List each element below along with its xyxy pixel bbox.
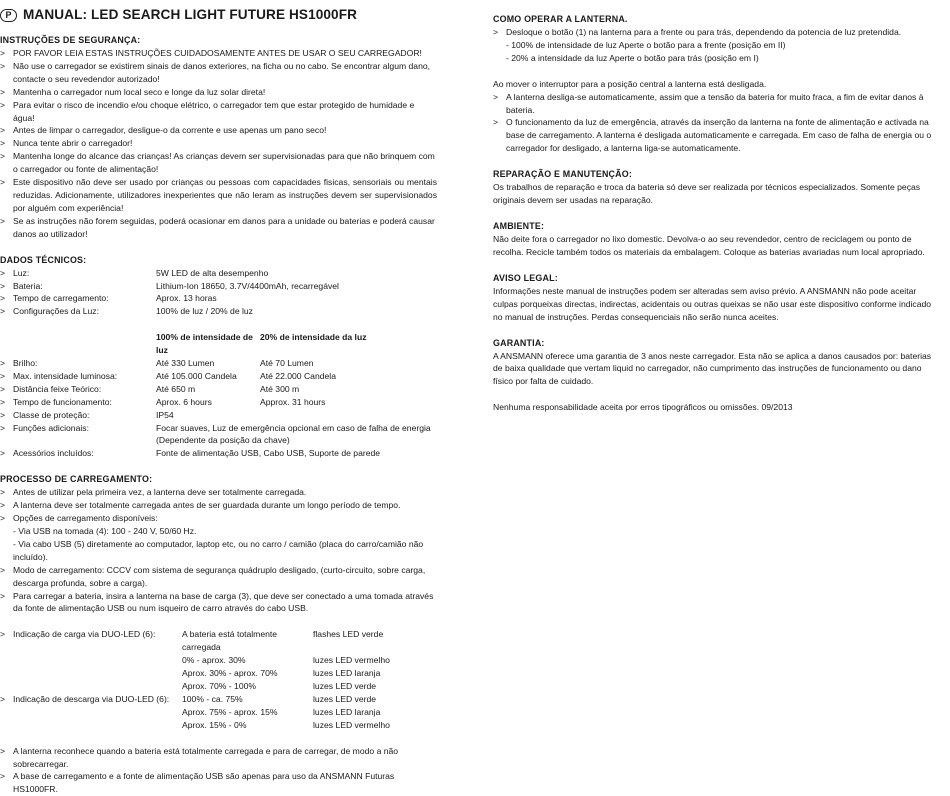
language-badge: P (0, 9, 17, 22)
title-text: MANUAL: LED SEARCH LIGHT FUTURE HS1000FR (23, 7, 358, 22)
warranty-heading: GARANTIA: (493, 337, 545, 348)
spec-row: > Brilho: Até 330 Lumen Até 70 Lumen (0, 358, 314, 369)
spec-row: > Configurações da Luz: 100% de luz / 20% de luz (0, 306, 253, 317)
list-item: > A lanterna deve ser totalmente carregada antes de ser guardada durante um longo período de tempo. (0, 500, 401, 511)
repair-section (493, 168, 933, 207)
footer-note: Nenhuma responsabilidade aceita por erros tipográficos ou omissões. 09/2013 (493, 402, 793, 413)
list-item: > A base de carregamento e a fonte de alimentação USB são apenas para uso da ANSMANN Futuras HS1000FR. (0, 771, 395, 795)
list-item: > Se as instruções não forem seguidas, poderá ocasionar em danos para a unidade ou baterias e poderá causar danos ao utilizador! (0, 215, 435, 239)
list-item: > Antes de limpar o carregador, desligue-o da corrente e use apenas um pano seco! (0, 125, 327, 136)
warranty-section (493, 337, 933, 389)
charging-option: - Via USB na tomada (4): 100 - 240 V, 50/60 Hz. (13, 526, 197, 536)
page-title (0, 7, 437, 23)
spec-row: > Acessórios incluídos: Fonte de alimentação USB, Cabo USB, Suporte de parede (0, 448, 381, 459)
repair-text: Os trabalhos de reparação e troca da bateria só deve ser realizada por técnicos especializados. Somente peças originais devem ser usadas na reparação. (493, 182, 921, 206)
tech-section (0, 254, 437, 461)
operate-option: - 100% de intensidade de luz Aperte o botão para a frente (posição em II) (506, 39, 786, 50)
list-item: > Não use o carregador se existirem sinais de danos exteriores, na ficha ou no cabo. Se encontrar algum dano, contacte o seu revedendor autorizado! (0, 60, 431, 84)
environment-text: Não deite fora o carregador no lixo domestic. Devolva-o ao seu revendedor, centro de reciclagem ou ponto de recolha. Recicle também todos os materiais da embalagem. Coloque as baterias avariadas num local apropriado. (493, 233, 925, 257)
spec-row: > Funções adicionais: Focar suaves, Luz de emergência opcional em caso de falha de energia (Dependente da posição da chave) (0, 422, 431, 446)
operate-section (493, 13, 933, 155)
spec-row: > Tempo de funcionamento: Aprox. 6 hours Approx. 31 hours (0, 396, 326, 407)
operate-paragraph: Ao mover o interruptor para a posição central a lanterna está desligada. (493, 78, 767, 89)
tech-heading: DADOS TÉCNICOS: (0, 254, 87, 265)
repair-heading: REPARAÇÃO E MANUTENÇÃO: (493, 169, 633, 180)
list-item: > POR FAVOR LEIA ESTAS INSTRUÇÕES CUIDADOSAMENTE ANTES DE USAR O SEU CARREGADOR! (0, 48, 422, 58)
list-item: > Para evitar o risco de incendio e/ou choque elétrico, o carregador tem que estar protegido de humidade e água! (0, 99, 415, 123)
legal-section (493, 272, 933, 324)
safety-section (0, 34, 437, 241)
environment-section (493, 220, 933, 259)
list-item: > Para carregar a bateria, insira a lanterna na base de carga (3), que deve ser conectado a uma tomada através da fonte de alimentação USB ou num isqueiro de carro através do cabo USB. (0, 590, 434, 614)
list-item: > Opções de carregamento disponíveis: (0, 513, 158, 524)
environment-heading: AMBIENTE: (493, 220, 545, 231)
list-item: > Nunca tente abrir o carregador! (0, 138, 133, 149)
list-item: > Mantenha longe do alcance das crianças! As crianças devem ser supervisionadas para que não brinquem com o carregador ou fonte de alimentação! (0, 151, 435, 175)
list-item: > Antes de utilizar pela primeira vez, a lanterna deve ser totalmente carregada. (0, 487, 307, 498)
legal-heading: AVISO LEGAL: (493, 272, 558, 283)
safety-heading: INSTRUÇÕES DE SEGURANÇA: (0, 35, 141, 45)
list-item: > A lanterna reconhece quando a bateria está totalmente carregada e para de carregar, de modo a não sobrecarregar. (0, 745, 399, 769)
list-item: > A lanterna desliga-se automaticamente, assim que a tensão da bateria for muito fraca, a fim de evitar danos à bateria. (493, 91, 924, 115)
list-item: > Modo de carregamento: CCCV com sistema de segurança quádruplo desligado, (curto-circuito, sobre carga, descarga profunda, sobre a carga). (0, 564, 426, 588)
spec-row: > Max. intensidade luminosa: Até 105.000 Candela Até 22.000 Candela (0, 370, 336, 381)
list-item: > Desloque o botão (1) na lanterna para a frente ou para trás, dependendo da potencia de luz pretendida. (493, 27, 902, 37)
charge-indicator-table: > Indicação de carga via DUO-LED (6): A bateria está totalmente carregada flashes LED verde 0% - aprox. 30% luzes LED vermelho Aprox. 30% - aprox. 70% luzes LED laranja Aprox. 70% - 100% luzes LED verde > Indicação de descarga via DUO-LED (6): 100% - ca. 75% luzes LED verde Aprox. 75% - aprox. 15% luzes LED laranja Aprox. 15% - 0% luzes LED vermelho (0, 629, 390, 730)
spec-row: > Distância feixe Teórico: Até 650 m Até 300 m (0, 383, 300, 394)
spec-row: > Tempo de carregamento: Aprox. 13 horas (0, 293, 217, 304)
operate-heading: COMO OPERAR A LANTERNA. (493, 14, 628, 24)
left-column (0, 0, 437, 796)
spec-row: > Bateria: Lithium-Ion 18650, 3.7V/4400mAh, recarregável (0, 280, 339, 291)
charging-heading: PROCESSO DE CARREGAMENTO: (0, 474, 153, 485)
charging-section (0, 473, 437, 796)
legal-text: Informações neste manual de instruções podem ser alteradas sem aviso prévio. A ANSMANN não pode aceitar culpas porqueixas directas, indirectas, acidentais ou outras queixas se não usar este dispositivo conforme indicado no manual de instruções. Perdas consequenciais não serão nunca aceites. (493, 285, 932, 322)
spec-row: > Luz: 5W LED de alta desempenho (0, 267, 269, 278)
list-item: > Este dispositivo não deve ser usado por crianças ou pessoas com capacidades fisicas, sensoriais ou mentais reduzidas. Adicionamente, utilizadores inexperientes que não leram as instruções devem ser supervisionados por alguém com experiência! (0, 177, 437, 213)
spec-column-headers: 100% de intensidade de luz 20% de intensidade da luz (156, 332, 367, 356)
list-item: > O funcionamento da luz de emergência, através da inserção da lanterna na fonte de alimentação e activada na base de carregamento. A lanterna é desligada automaticamente e carregada. Em caso de falha de energia ou o carregador for desligado, a lanterna liga-se automaticamente. (493, 117, 932, 154)
right-column (493, 0, 933, 414)
charging-option: - Via cabo USB (5) diretamente ao computador, laptop etc, ou no carro / camião (placa do carro/camião não incluído). (13, 538, 424, 562)
spec-row: > Classe de proteção: IP54 (0, 409, 174, 420)
list-item: > Mantenha o carregador num local seco e longe da luz solar direta! (0, 86, 266, 97)
operate-option: - 20% a intensidade da luz Aperte o botão para trás (posição em I) (506, 52, 759, 63)
warranty-text: A ANSMANN oferece uma garantia de 3 anos neste carregador. Esta não se aplica a danos causados por: baterias de baixa qualidade que vertam liquid no carregador, não cumprimento das instruções de funcionamento ou dano físico por falta de cuidado. (493, 350, 932, 387)
